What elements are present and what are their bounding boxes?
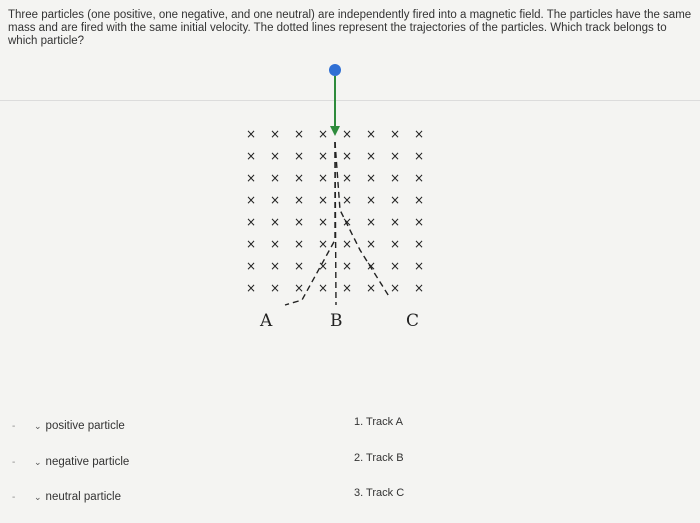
answer-option-1	[354, 416, 403, 428]
field-x-mark: ×	[270, 215, 281, 229]
field-x-mark: ×	[414, 215, 425, 229]
field-x-mark: ×	[366, 237, 377, 251]
field-x-mark: ×	[390, 193, 401, 207]
field-x-mark: ×	[414, 193, 425, 207]
dash-marker: -	[12, 420, 16, 432]
answer-option-2	[354, 452, 404, 464]
select-label: positive particle	[45, 420, 125, 432]
field-x-mark: ×	[366, 171, 377, 185]
answer-text: Track B	[366, 452, 404, 464]
field-x-mark: ×	[390, 237, 401, 251]
select-label: negative particle	[45, 456, 130, 468]
field-x-mark: ×	[270, 149, 281, 163]
question-text: Three particles (one positive, one negative, and one neutral) are independently fired into a magnetic field. The particles have the same mass and are fired with the same initial velocity. The dotted lines represent the trajectories of the particles. Which track belongs to which particle?	[8, 9, 692, 47]
field-x-mark: ×	[270, 127, 281, 141]
track-label-c: C	[406, 311, 420, 331]
chevron-down-icon: ⌄	[34, 491, 42, 502]
field-x-mark: ×	[414, 127, 425, 141]
field-x-mark: ×	[414, 237, 425, 251]
answer-text: Track C	[366, 487, 405, 499]
field-x-mark: ×	[366, 259, 377, 273]
answer-option-3	[354, 487, 404, 499]
chevron-down-icon: ⌄	[34, 420, 42, 431]
field-x-mark: ×	[270, 193, 281, 207]
field-x-mark: ×	[342, 259, 353, 273]
field-x-mark: ×	[366, 127, 377, 141]
field-x-mark: ×	[390, 149, 401, 163]
field-x-mark: ×	[414, 149, 425, 163]
field-x-mark: ×	[390, 127, 401, 141]
field-x-mark: ×	[270, 171, 281, 185]
field-x-mark: ×	[246, 281, 257, 295]
field-x-mark: ×	[318, 193, 329, 207]
field-x-mark: ×	[318, 259, 329, 273]
field-x-mark: ×	[366, 193, 377, 207]
field-x-mark: ×	[366, 215, 377, 229]
field-x-mark: ×	[318, 149, 329, 163]
field-x-mark: ×	[294, 259, 305, 273]
field-x-mark: ×	[294, 127, 305, 141]
dash-marker: -	[12, 491, 16, 503]
field-x-mark: ×	[246, 149, 257, 163]
field-x-mark: ×	[318, 127, 329, 141]
field-diagram	[230, 60, 450, 340]
field-x-mark: ×	[270, 281, 281, 295]
select-label: neutral particle	[45, 491, 121, 503]
field-x-mark: ×	[318, 215, 329, 229]
field-x-mark: ×	[294, 237, 305, 251]
field-x-mark: ×	[318, 237, 329, 251]
field-x-mark: ×	[270, 259, 281, 273]
field-x-mark: ×	[294, 149, 305, 163]
field-x-mark: ×	[270, 237, 281, 251]
field-x-mark: ×	[390, 171, 401, 185]
field-x-mark: ×	[246, 127, 257, 141]
field-x-mark: ×	[366, 149, 377, 163]
field-x-mark: ×	[294, 193, 305, 207]
match-row-positive	[0, 414, 700, 438]
field-x-mark: ×	[318, 171, 329, 185]
chevron-down-icon: ⌄	[34, 456, 42, 467]
answer-number: 1.	[354, 416, 364, 428]
field-x-mark: ×	[414, 259, 425, 273]
field-x-mark: ×	[294, 215, 305, 229]
match-row-neutral	[0, 485, 700, 509]
field-x-mark: ×	[246, 259, 257, 273]
particle-source-icon	[329, 64, 341, 76]
field-x-mark: ×	[294, 281, 305, 295]
field-x-mark: ×	[246, 215, 257, 229]
dash-marker: -	[12, 456, 16, 468]
answer-number: 2.	[354, 452, 364, 464]
neutral-particle-select[interactable]	[12, 487, 142, 507]
field-x-mark: ×	[294, 171, 305, 185]
field-x-mark: ×	[318, 281, 329, 295]
track-label-b: B	[330, 311, 343, 331]
match-row-negative	[0, 450, 700, 474]
track-b-line	[335, 142, 336, 305]
field-x-mark: ×	[342, 281, 353, 295]
field-x-mark: ×	[246, 193, 257, 207]
field-x-mark: ×	[342, 127, 353, 141]
field-x-mark: ×	[390, 281, 401, 295]
field-x-mark: ×	[342, 237, 353, 251]
answer-text: Track A	[366, 416, 403, 428]
answer-number: 3.	[354, 487, 364, 499]
arrow-head-icon	[330, 126, 340, 136]
field-x-mark: ×	[342, 193, 353, 207]
field-x-mark: ×	[342, 149, 353, 163]
field-x-mark: ×	[414, 171, 425, 185]
field-x-mark: ×	[246, 171, 257, 185]
negative-particle-select[interactable]	[12, 452, 142, 472]
field-x-mark: ×	[390, 215, 401, 229]
magnetic-field-figure	[230, 60, 450, 340]
field-x-mark: ×	[366, 281, 377, 295]
field-x-mark: ×	[390, 259, 401, 273]
positive-particle-select[interactable]	[12, 416, 142, 436]
track-label-a: A	[260, 311, 273, 331]
field-x-mark: ×	[246, 237, 257, 251]
field-x-mark: ×	[414, 281, 425, 295]
field-x-mark: ×	[342, 215, 353, 229]
field-x-mark: ×	[342, 171, 353, 185]
